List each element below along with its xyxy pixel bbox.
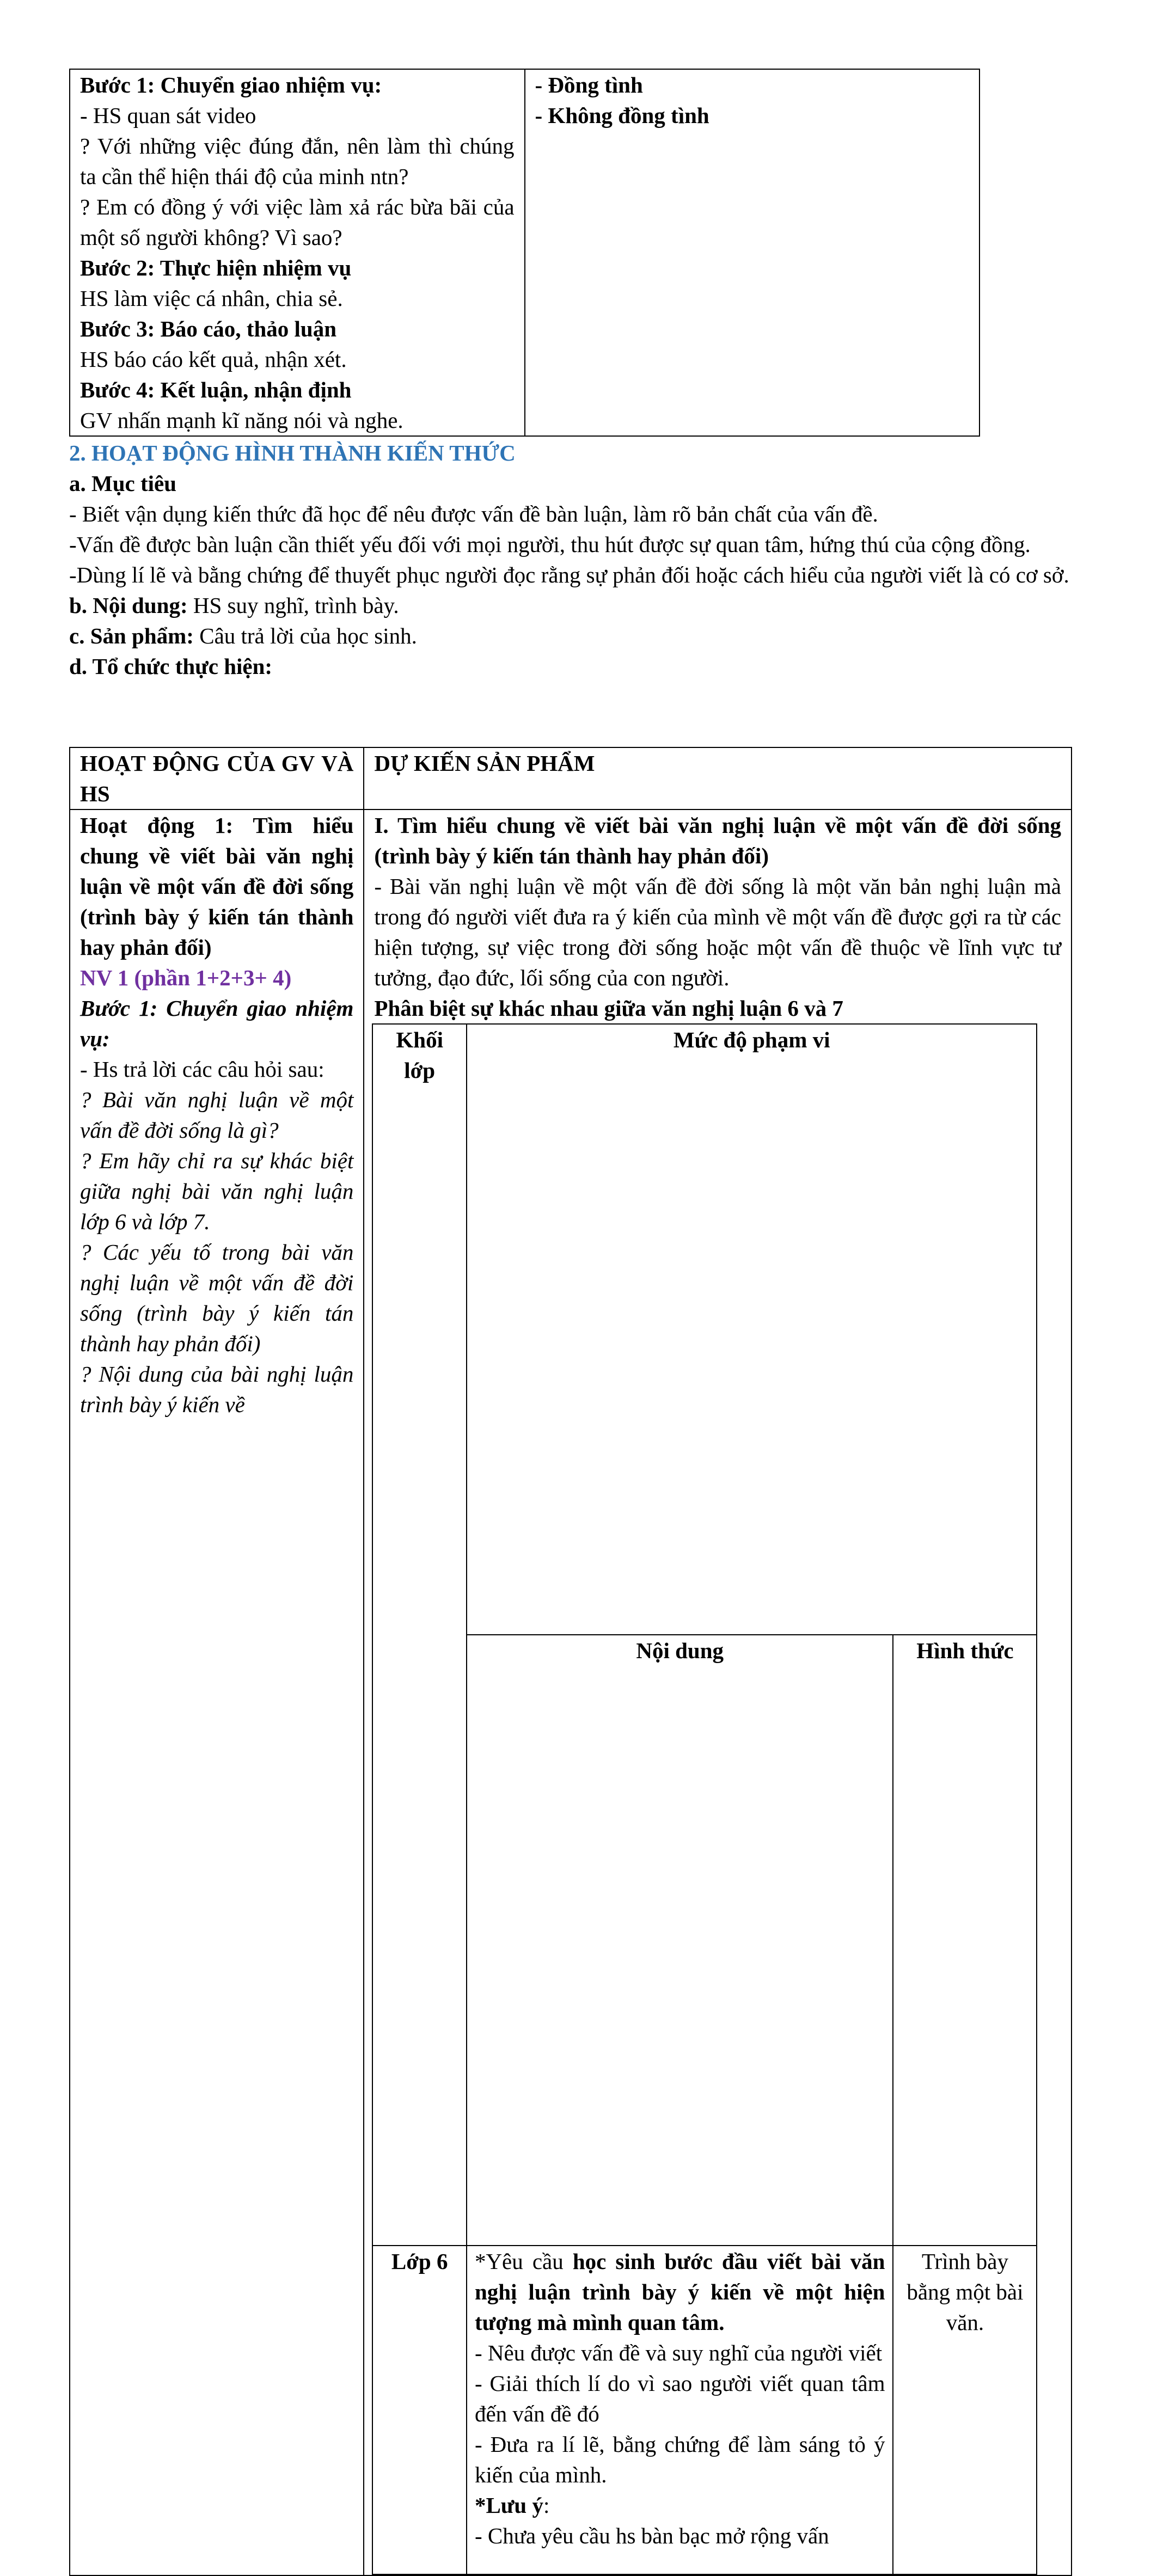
task-question-1: ? Bài văn nghị luận về một vấn đề đời sống là gì?	[80, 1087, 354, 1143]
note-colon: :	[543, 2493, 550, 2518]
task-step1: Bước 1: Chuyển giao nhiệm vụ:	[80, 996, 354, 1051]
note-line	[475, 2490, 885, 2520]
objective-3: -Dùng lí lẽ và bằng chứng để thuyết phục người đọc rằng sự phản đối hoặc cách hiểu của người viết là có cơ sở.	[69, 562, 1069, 587]
top-table-right-cell	[525, 69, 980, 436]
top-table	[69, 69, 980, 437]
step1-line: - HS quan sát video	[80, 103, 256, 128]
compare-title: Phân biệt sự khác nhau giữa văn nghị luận 6 và 7	[374, 996, 843, 1021]
requirement-line	[475, 2246, 885, 2338]
requirement-item-3: - Đưa ra lí lẽ, bằng chứng để làm sáng tỏ ý kiến của mình.	[474, 2432, 885, 2487]
content-text: HS suy nghĩ, trình bày.	[187, 593, 399, 618]
requirement-item-2: - Giải thích lí do vì sao người viết quan tâm đến vấn đề đó	[474, 2371, 885, 2426]
task-label: NV 1 (phần 1+2+3+ 4)	[80, 965, 292, 990]
section-heading: 2. HOẠT ĐỘNG HÌNH THÀNH KIẾN THỨC	[69, 440, 516, 465]
task-question-3: ? Các yếu tố trong bài văn nghị luận về một vấn đề đời sống (trình bày ý kiến tán thành hay phản đối)	[80, 1240, 354, 1356]
activity-1-title: Hoạt động 1: Tìm hiểu chung về viết bài văn nghị luận về một vấn đề đời sống (trình bày ý kiến tán thành hay phản đối)	[80, 813, 354, 960]
step3-text: HS báo cáo kết quả, nhận xét.	[80, 347, 347, 372]
answer-agree: - Đồng tình	[535, 72, 643, 97]
organize-label: d. Tổ chức thực hiện:	[69, 654, 273, 679]
comparison-table	[372, 1023, 1037, 2575]
comparison-content-cell	[467, 2246, 893, 2574]
comparison-header-grade: Khối lớp	[372, 1024, 467, 2246]
main-table	[69, 747, 1072, 2576]
product-label: c. Sản phẩm:	[69, 623, 194, 648]
step4-heading: Bước 4: Kết luận, nhận định	[80, 377, 352, 402]
step1-question-1: ? Với những việc đúng đắn, nên làm thì chúng ta cần thể hiện thái độ của minh ntn?	[80, 133, 515, 189]
main-header-product: DỰ KIẾN SẢN PHẨM	[364, 747, 1072, 809]
objective-label: a. Mục tiêu	[69, 471, 176, 496]
step2-heading: Bước 2: Thực hiện nhiệm vụ	[80, 255, 352, 280]
content-label: b. Nội dung:	[69, 593, 188, 618]
product-definition: - Bài văn nghị luận về một vấn đề đời sống là một văn bản nghị luận mà trong đó người viết đưa ra ý kiến của mình về một vấn đề được gợi ra từ các hiện tượng, sự việc trong đời sống hoặc một vấn đề thuộc về lĩnh vực tư tưởng, đạo đức, lối sống của con người.	[374, 874, 1061, 990]
objective-2: -Vấn đề được bàn luận cần thiết yếu đối với mọi người, thu hút được sự quan tâm, hứng thú của cộng đồng.	[69, 532, 1031, 557]
content-line	[69, 590, 1093, 621]
product-title: I. Tìm hiểu chung về viết bài văn nghị luận về một vấn đề đời sống (trình bày ý kiến tán thành hay phản đối)	[374, 813, 1061, 868]
step2-text: HS làm việc cá nhân, chia sẻ.	[80, 286, 343, 311]
task-question-4: ? Nội dung của bài nghị luận trình bày ý kiến về	[80, 1361, 354, 1417]
task-question-2: ? Em hãy chỉ ra sự khác biệt giữa nghị bài văn nghị luận lớp 6 và lớp 7.	[80, 1148, 354, 1234]
product-line	[69, 621, 1093, 651]
requirement-prefix: *Yêu cầu	[474, 2249, 573, 2274]
main-left-cell	[70, 809, 364, 2575]
step1-heading: Bước 1: Chuyển giao nhiệm vụ:	[80, 72, 382, 97]
note-item: - Chưa yêu cầu hs bàn bạc mở rộng vấn	[474, 2523, 829, 2548]
top-table-left-cell	[70, 69, 525, 436]
step4-text: GV nhấn mạnh kĩ năng nói và nghe.	[80, 408, 403, 433]
comparison-form-cell: Trình bày bằng một bài văn.	[893, 2246, 1037, 2574]
requirement-item-1: - Nêu được vấn đề và suy nghĩ của người viết	[474, 2340, 883, 2365]
step1-question-2: ? Em có đồng ý với việc làm xả rác bừa bãi của một số người không? Vì sao?	[80, 194, 515, 250]
section-body	[69, 438, 1093, 682]
comparison-grade-6: Lớp 6	[372, 2246, 467, 2574]
product-text: Câu trả lời của học sinh.	[193, 623, 417, 648]
step3-heading: Bước 3: Báo cáo, thảo luận	[80, 316, 336, 341]
comparison-header-form: Hình thức	[893, 1635, 1037, 2246]
note-label: *Lưu ý	[474, 2493, 543, 2518]
answer-disagree: - Không đồng tình	[535, 103, 709, 128]
main-right-cell	[364, 809, 1072, 2575]
objective-1: - Biết vận dụng kiến thức đã học để nêu được vấn đề bàn luận, làm rõ bản chất của vấn đề.	[69, 501, 878, 526]
main-header-activity: HOẠT ĐỘNG CỦA GV VÀ HS	[70, 747, 364, 809]
comparison-header-content: Nội dung	[467, 1635, 893, 2246]
requirement-text: học sinh bước đầu viết bài văn nghị luận trình bày ý kiến về một hiện tượng mà mình quan tâm.	[474, 2249, 885, 2335]
comparison-header-level: Mức độ phạm vi	[467, 1024, 1037, 1635]
task-intro: - Hs trả lời các câu hỏi sau:	[80, 1057, 325, 1082]
